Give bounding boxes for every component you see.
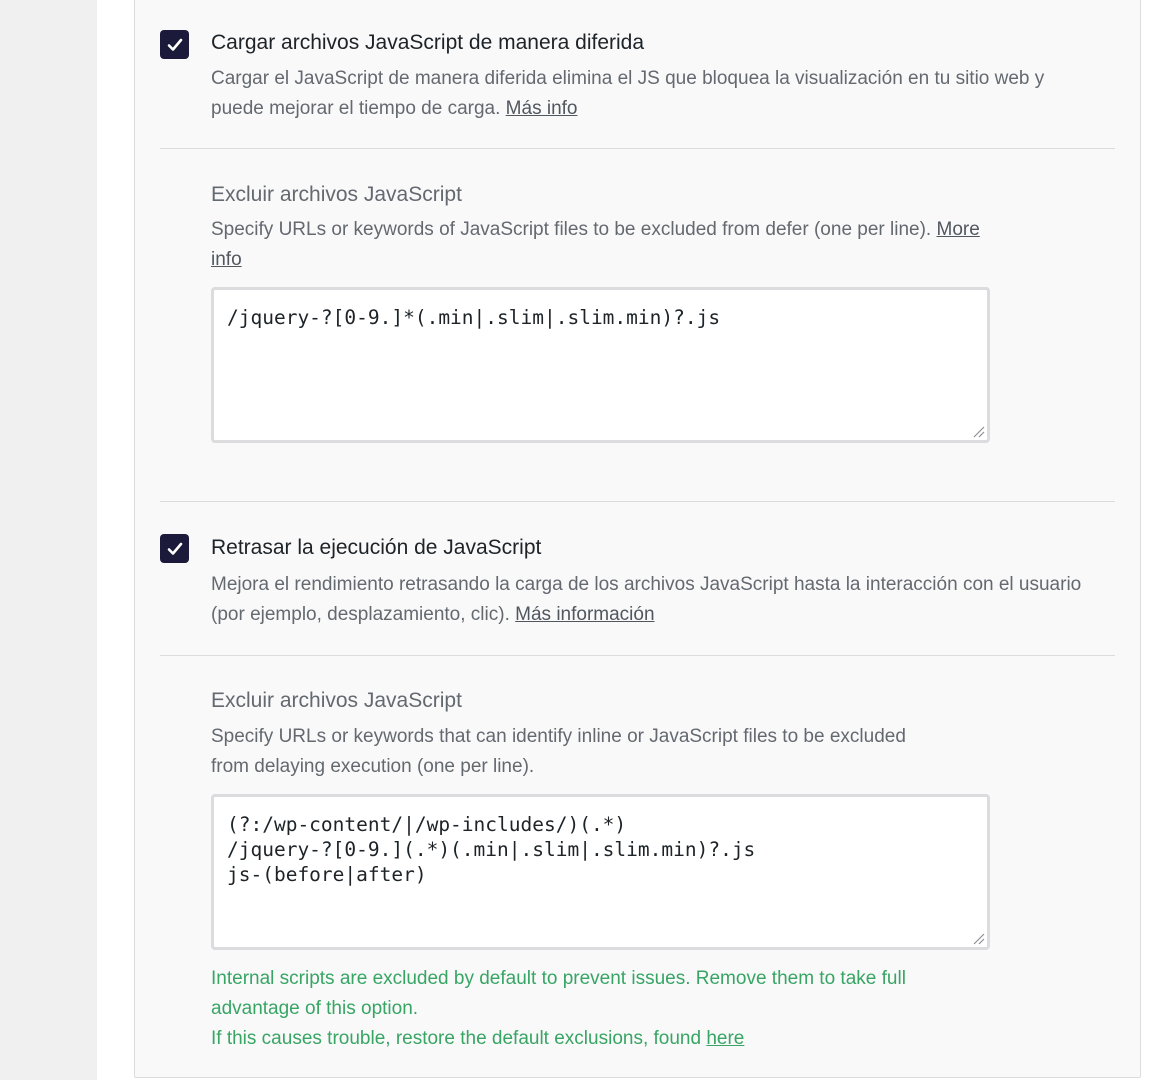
defer-exclude-textarea-value: /jquery-?[0-9.]*(.min|.slim|.slim.min)?.js [227, 306, 721, 329]
defer-js-more-info-link[interactable]: Más info [505, 98, 578, 119]
delay-exclude-restore-note [211, 1024, 1031, 1054]
admin-sidebar-strip [0, 0, 97, 1080]
delay-js-more-info-link[interactable]: Más información [515, 604, 655, 625]
defer-exclude-description [211, 215, 981, 275]
resize-grip-icon[interactable] [973, 426, 985, 438]
delay-exclude-textarea-value: (?:/wp-content/|/wp-includes/)(.*) /jquery-?[0-9.](.*)(.min|.slim|.slim.min)?.js js-(before|after) [227, 813, 756, 886]
restore-note-text: If this causes trouble, restore the default exclusions, found [211, 1028, 702, 1049]
delay-js-description [211, 570, 1116, 630]
restore-defaults-link[interactable]: here [706, 1028, 745, 1049]
divider [160, 501, 1115, 502]
divider [160, 148, 1115, 149]
delay-js-description-text: Mejora el rendimiento retrasando la carga de los archivos JavaScript hasta la interacción con el usuario (por ejemplo, desplazamiento, clic). [211, 574, 1082, 625]
resize-grip-icon[interactable] [973, 933, 985, 945]
defer-exclude-description-text: Specify URLs or keywords of JavaScript files to be excluded from defer (one per line). [211, 219, 932, 240]
delay-exclude-title: Excluir archivos JavaScript [211, 689, 462, 712]
delay-js-checkbox[interactable] [160, 534, 189, 563]
checkmark-icon [166, 36, 184, 54]
defer-js-checkbox[interactable] [160, 30, 189, 59]
defer-js-description-text: Cargar el JavaScript de manera diferida elimina el JS que bloquea la visualización en tu sitio web y puede mejorar el tiempo de carga. [211, 68, 1045, 119]
defer-exclude-more-info-link[interactable]: More info [211, 219, 980, 270]
defer-js-description [211, 64, 1091, 124]
divider [160, 655, 1115, 656]
delay-exclude-description: Specify URLs or keywords that can identify inline or JavaScript files to be excluded from delaying execution (one per line). [211, 726, 906, 777]
defer-exclude-textarea[interactable] [211, 287, 990, 443]
delay-exclude-note: Internal scripts are excluded by default to prevent issues. Remove them to take full advantage of this option. [211, 968, 906, 1019]
delay-exclude-textarea[interactable] [211, 794, 990, 950]
defer-js-title[interactable]: Cargar archivos JavaScript de manera diferida [211, 31, 645, 54]
defer-exclude-title: Excluir archivos JavaScript [211, 183, 462, 206]
checkmark-icon [166, 540, 184, 558]
delay-js-title[interactable]: Retrasar la ejecución de JavaScript [211, 536, 542, 559]
